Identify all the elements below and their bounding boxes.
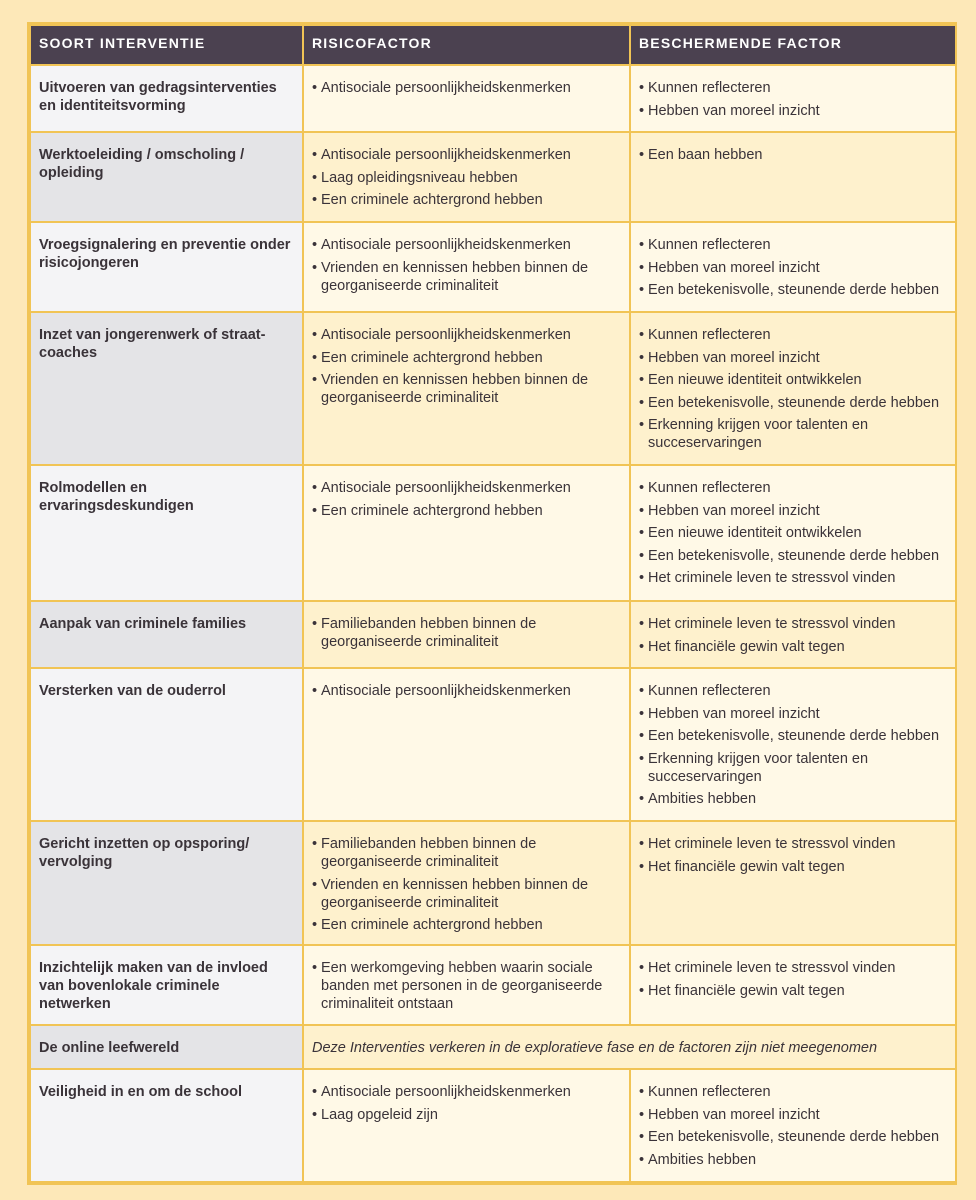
intervention-cell: Versterken van de ouderrol xyxy=(30,668,303,821)
protective-factor-list xyxy=(639,326,947,452)
list-item xyxy=(312,1083,621,1101)
list-item-text: Een betekenisvolle, steunende derde hebben xyxy=(648,394,940,411)
table-row xyxy=(30,312,956,465)
protective-factor-list xyxy=(639,959,947,1000)
list-item-text: Vrienden en kennissen hebben binnen de georganiseerde criminaliteit xyxy=(321,259,589,294)
list-item xyxy=(639,790,947,808)
interventions-table-container xyxy=(27,22,957,1185)
protective-factor-cell xyxy=(630,668,956,821)
risk-factor-list xyxy=(312,959,621,1013)
table-row xyxy=(30,1069,956,1182)
protective-factor-cell xyxy=(630,65,956,132)
risk-factor-list xyxy=(312,236,621,295)
list-item xyxy=(312,371,621,407)
list-item-text: Een criminele achtergrond hebben xyxy=(321,192,543,208)
risk-factor-cell xyxy=(303,132,630,222)
table-body xyxy=(30,65,956,1182)
list-item xyxy=(639,750,947,786)
list-item xyxy=(312,79,621,97)
list-item xyxy=(639,416,947,452)
risk-factor-cell xyxy=(303,945,630,1025)
risk-factor-cell xyxy=(303,65,630,132)
bullet-icon: • xyxy=(639,502,645,519)
bullet-icon: • xyxy=(639,858,645,875)
list-item xyxy=(639,349,947,367)
list-item-text: Hebben van moreel inzicht xyxy=(648,259,820,276)
list-item xyxy=(639,615,947,633)
protective-factor-cell xyxy=(630,465,956,601)
risk-factor-list xyxy=(312,615,621,651)
bullet-icon: • xyxy=(639,1129,645,1145)
bullet-icon: • xyxy=(639,147,645,163)
list-item-text: Laag opleidingsniveau hebben xyxy=(321,169,518,186)
bullet-icon: • xyxy=(639,547,645,564)
list-item-text: Kunnen reflecteren xyxy=(648,237,771,253)
protective-factor-list xyxy=(639,615,947,656)
bullet-icon: • xyxy=(639,349,645,366)
list-item-text: Erkenning krijgen voor talenten en succeservaringen xyxy=(648,417,869,451)
bullet-icon: • xyxy=(312,147,318,163)
list-item xyxy=(312,615,621,651)
bullet-icon: • xyxy=(639,282,645,298)
bullet-icon: • xyxy=(312,917,318,933)
table-row xyxy=(30,945,956,1025)
intervention-cell: Gericht inzetten op opsporing/ vervolging xyxy=(30,821,303,945)
list-item xyxy=(639,371,947,389)
risk-factor-list xyxy=(312,479,621,520)
header-intervention-type: SOORT INTERVENTIE xyxy=(30,25,303,65)
list-item xyxy=(312,835,621,871)
protective-factor-list xyxy=(639,146,947,164)
risk-factor-cell xyxy=(303,465,630,601)
header-protective-factor: BESCHERMENDE FACTOR xyxy=(630,25,956,65)
protective-factor-cell xyxy=(630,312,956,465)
risk-factor-cell xyxy=(303,312,630,465)
bullet-icon: • xyxy=(312,1106,318,1123)
list-item-text: Een werkomgeving hebben waarin sociale banden met personen in de georganiseerde criminaliteit ontstaan xyxy=(321,960,603,1012)
intervention-cell: Vroegsignalering en preventie onder risicojongeren xyxy=(30,222,303,312)
bullet-icon: • xyxy=(312,169,318,186)
protective-factor-list xyxy=(639,79,947,120)
risk-factor-list xyxy=(312,835,621,934)
list-item-text: Familiebanden hebben binnen de georganiseerde criminaliteit xyxy=(321,616,537,650)
list-item-text: Antisociale persoonlijkheidskenmerken xyxy=(321,1084,571,1100)
list-item xyxy=(312,876,621,912)
protective-factor-cell xyxy=(630,132,956,222)
bullet-icon: • xyxy=(312,192,318,208)
bullet-icon: • xyxy=(312,480,318,496)
list-item-text: Ambities hebben xyxy=(648,791,757,807)
list-item-text: Antisociale persoonlijkheidskenmerken xyxy=(321,80,571,96)
table-row xyxy=(30,132,956,222)
list-item xyxy=(312,191,621,209)
bullet-icon: • xyxy=(639,750,645,767)
intervention-cell: Aanpak van criminele families xyxy=(30,601,303,668)
bullet-icon: • xyxy=(639,791,645,807)
table-row xyxy=(30,1025,956,1069)
list-item-text: Antisociale persoonlijkheidskenmerken xyxy=(321,683,571,699)
risk-factor-cell xyxy=(303,1069,630,1182)
list-item-text: Een betekenisvolle, steunende derde hebben xyxy=(648,547,940,564)
bullet-icon: • xyxy=(639,836,645,852)
list-item xyxy=(639,146,947,164)
list-item xyxy=(312,959,621,1013)
list-item xyxy=(312,1106,621,1124)
list-item xyxy=(639,236,947,254)
bullet-icon: • xyxy=(639,638,645,655)
risk-factor-cell xyxy=(303,668,630,821)
list-item-text: Familiebanden hebben binnen de georganiseerde criminaliteit xyxy=(321,836,537,870)
list-item xyxy=(639,1106,947,1124)
intervention-cell: Inzet van jongerenwerk of straat-coaches xyxy=(30,312,303,465)
bullet-icon: • xyxy=(639,480,645,496)
list-item-text: Laag opgeleid zijn xyxy=(321,1106,438,1123)
list-item-text: Kunnen reflecteren xyxy=(648,683,771,699)
list-item xyxy=(639,102,947,120)
bullet-icon: • xyxy=(639,372,645,388)
list-item-text: Het criminele leven te stressvol vinden xyxy=(648,570,896,586)
protective-factor-cell xyxy=(630,601,956,668)
list-item-text: Een baan hebben xyxy=(648,147,763,163)
list-item xyxy=(639,638,947,656)
list-item xyxy=(312,479,621,497)
list-item-text: Het criminele leven te stressvol vinden xyxy=(648,836,896,852)
list-item-text: Kunnen reflecteren xyxy=(648,480,771,496)
protective-factor-cell xyxy=(630,945,956,1025)
risk-factor-list xyxy=(312,1083,621,1124)
risk-factor-list xyxy=(312,682,621,700)
bullet-icon: • xyxy=(312,259,318,276)
bullet-icon: • xyxy=(639,237,645,253)
list-item xyxy=(312,146,621,164)
list-item xyxy=(639,326,947,344)
bullet-icon: • xyxy=(312,237,318,253)
bullet-icon: • xyxy=(639,525,645,541)
list-item-text: Vrienden en kennissen hebben binnen de georganiseerde criminaliteit xyxy=(321,372,589,406)
protective-factor-cell xyxy=(630,1069,956,1182)
list-item-text: Het financiële gewin valt tegen xyxy=(648,858,845,875)
list-item xyxy=(312,236,621,254)
list-item xyxy=(312,682,621,700)
bullet-icon: • xyxy=(312,836,318,852)
bullet-icon: • xyxy=(312,1084,318,1100)
intervention-cell: Uitvoeren van gedragsinterventies en identiteitsvorming xyxy=(30,65,303,132)
list-item-text: Kunnen reflecteren xyxy=(648,80,771,96)
list-item-text: Vrienden en kennissen hebben binnen de georganiseerde criminaliteit xyxy=(321,876,589,911)
bullet-icon: • xyxy=(312,960,318,976)
protective-factor-cell xyxy=(630,821,956,945)
interventions-table xyxy=(29,24,957,1183)
risk-factor-list xyxy=(312,79,621,97)
list-item-text: Het financiële gewin valt tegen xyxy=(648,638,845,655)
bullet-icon: • xyxy=(639,80,645,96)
risk-factor-list xyxy=(312,146,621,209)
table-row xyxy=(30,668,956,821)
risk-factor-cell xyxy=(303,821,630,945)
list-item xyxy=(639,835,947,853)
list-item-text: Een betekenisvolle, steunende derde hebben xyxy=(648,282,940,298)
list-item-text: Antisociale persoonlijkheidskenmerken xyxy=(321,147,571,163)
list-item-text: Antisociale persoonlijkheidskenmerken xyxy=(321,480,571,496)
list-item-text: Een criminele achtergrond hebben xyxy=(321,349,543,366)
protective-factor-list xyxy=(639,236,947,299)
list-item-text: Hebben van moreel inzicht xyxy=(648,502,820,519)
bullet-icon: • xyxy=(639,1151,645,1168)
list-item-text: Kunnen reflecteren xyxy=(648,327,771,343)
list-item-text: Erkenning krijgen voor talenten en succeservaringen xyxy=(648,750,869,785)
risk-factor-cell xyxy=(303,601,630,668)
list-item xyxy=(639,479,947,497)
protective-factor-list xyxy=(639,682,947,808)
bullet-icon: • xyxy=(639,728,645,744)
bullet-icon: • xyxy=(639,570,645,586)
list-item xyxy=(639,569,947,587)
list-item xyxy=(639,547,947,565)
bullet-icon: • xyxy=(639,1084,645,1100)
list-item-text: Een criminele achtergrond hebben xyxy=(321,917,543,933)
list-item xyxy=(639,1083,947,1101)
bullet-icon: • xyxy=(312,327,318,343)
list-item-text: Ambities hebben xyxy=(648,1151,757,1168)
table-row xyxy=(30,65,956,132)
table-row xyxy=(30,222,956,312)
header-risk-factor: RISICOFACTOR xyxy=(303,25,630,65)
list-item xyxy=(639,959,947,977)
bullet-icon: • xyxy=(639,960,645,976)
bullet-icon: • xyxy=(639,982,645,999)
list-item-text: Hebben van moreel inzicht xyxy=(648,102,820,119)
bullet-icon: • xyxy=(312,372,318,388)
bullet-icon: • xyxy=(639,417,645,433)
protective-factor-cell xyxy=(630,222,956,312)
list-item-text: Kunnen reflecteren xyxy=(648,1084,771,1100)
list-item xyxy=(312,502,621,520)
bullet-icon: • xyxy=(639,1106,645,1123)
bullet-icon: • xyxy=(639,327,645,343)
bullet-icon: • xyxy=(639,102,645,119)
list-item-text: Het financiële gewin valt tegen xyxy=(648,982,845,999)
protective-factor-list xyxy=(639,479,947,587)
intervention-cell: Inzichtelijk maken van de invloed van bovenlokale criminele netwerken xyxy=(30,945,303,1025)
bullet-icon: • xyxy=(312,80,318,96)
list-item xyxy=(639,502,947,520)
table-row xyxy=(30,821,956,945)
list-item xyxy=(639,79,947,97)
list-item xyxy=(312,349,621,367)
list-item xyxy=(312,916,621,934)
list-item xyxy=(312,259,621,295)
list-item xyxy=(639,727,947,745)
list-item-text: Een criminele achtergrond hebben xyxy=(321,502,543,519)
list-item-text: Het criminele leven te stressvol vinden xyxy=(648,616,896,632)
list-item xyxy=(639,394,947,412)
list-item xyxy=(639,259,947,277)
list-item-text: Antisociale persoonlijkheidskenmerken xyxy=(321,327,571,343)
list-item-text: Een betekenisvolle, steunende derde hebben xyxy=(648,1129,940,1145)
bullet-icon: • xyxy=(312,616,318,632)
risk-factor-list xyxy=(312,326,621,407)
protective-factor-list xyxy=(639,1083,947,1169)
list-item xyxy=(639,524,947,542)
list-item-text: Een nieuwe identiteit ontwikkelen xyxy=(648,525,862,541)
intervention-cell: Werktoeleiding / omscholing / opleiding xyxy=(30,132,303,222)
intervention-cell: De online leefwereld xyxy=(30,1025,303,1069)
list-item-text: Antisociale persoonlijkheidskenmerken xyxy=(321,237,571,253)
list-item xyxy=(639,982,947,1000)
list-item xyxy=(639,1151,947,1169)
bullet-icon: • xyxy=(312,683,318,699)
bullet-icon: • xyxy=(312,349,318,366)
list-item xyxy=(639,281,947,299)
risk-factor-cell xyxy=(303,222,630,312)
list-item xyxy=(312,169,621,187)
bullet-icon: • xyxy=(639,394,645,411)
list-item-text: Een betekenisvolle, steunende derde hebben xyxy=(648,728,940,744)
list-item xyxy=(639,682,947,700)
table-row xyxy=(30,465,956,601)
list-item-text: Het criminele leven te stressvol vinden xyxy=(648,960,896,976)
list-item xyxy=(312,326,621,344)
table-header-row xyxy=(30,25,956,65)
list-item-text: Hebben van moreel inzicht xyxy=(648,1106,820,1123)
bullet-icon: • xyxy=(639,259,645,276)
list-item-text: Hebben van moreel inzicht xyxy=(648,349,820,366)
bullet-icon: • xyxy=(639,705,645,722)
list-item-text: Hebben van moreel inzicht xyxy=(648,705,820,722)
intervention-cell: Rolmodellen en ervaringsdeskundigen xyxy=(30,465,303,601)
list-item-text: Een nieuwe identiteit ontwikkelen xyxy=(648,372,862,388)
table-row xyxy=(30,601,956,668)
list-item xyxy=(639,705,947,723)
list-item xyxy=(639,1128,947,1146)
bullet-icon: • xyxy=(312,502,318,519)
list-item xyxy=(639,858,947,876)
bullet-icon: • xyxy=(639,683,645,699)
intervention-cell: Veiligheid in en om de school xyxy=(30,1069,303,1182)
bullet-icon: • xyxy=(639,616,645,632)
bullet-icon: • xyxy=(312,876,318,893)
protective-factor-list xyxy=(639,835,947,876)
note-cell: Deze Interventies verkeren in de exploratieve fase en de factoren zijn niet meegenomen xyxy=(303,1025,956,1069)
